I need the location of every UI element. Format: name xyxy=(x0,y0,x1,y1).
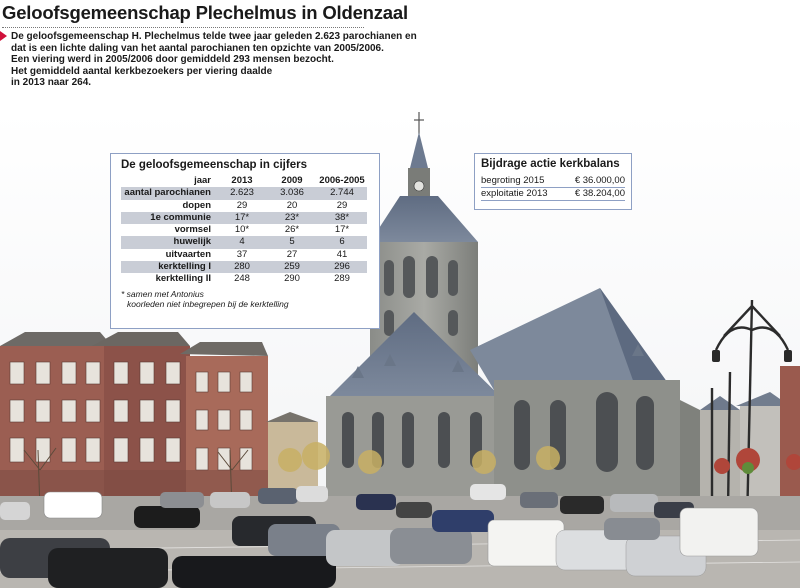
kerkbalans-value: € 38.204,00 xyxy=(574,188,625,199)
figures-box xyxy=(110,153,380,329)
cell: 290 xyxy=(284,273,300,285)
cell: 29 xyxy=(336,199,348,211)
cell: 20 xyxy=(286,199,298,211)
intro-text xyxy=(11,31,417,89)
cell: 10* xyxy=(234,224,250,236)
cell: 2.623 xyxy=(217,187,267,199)
column-header: jaar xyxy=(194,175,211,186)
intro-line: dat is een lichte daling van het aantal parochianen ten opzichte van 2005/2006. xyxy=(11,42,384,54)
row-label: huwelijk xyxy=(121,236,217,248)
cell: 3.036 xyxy=(267,187,317,199)
figures-title: De geloofsgemeenschap in cijfers xyxy=(121,159,307,171)
column-header: 2009 xyxy=(281,175,303,186)
table-row xyxy=(121,212,367,224)
table-row xyxy=(121,249,367,261)
row-label: vormsel xyxy=(174,224,211,236)
headline: Geloofsgemeenschap Plechelmus in Oldenzaal xyxy=(2,2,364,28)
row-label: kerktelling II xyxy=(155,273,211,285)
intro-line: Een viering werd in 2005/2006 door gemiddeld 293 mensen bezocht. xyxy=(11,54,334,66)
cell: 248 xyxy=(234,273,250,285)
cell: 6 xyxy=(317,236,367,248)
cell: 259 xyxy=(267,261,317,273)
arrow-bullet-icon xyxy=(0,31,7,41)
intro-line: De geloofsgemeenschap H. Plechelmus telde twee jaar geleden 2.623 parochianen en xyxy=(11,31,417,42)
row-label: aantal parochianen xyxy=(121,187,217,199)
cell: 17* xyxy=(334,224,350,236)
cell: 280 xyxy=(217,261,267,273)
table-row xyxy=(121,236,367,248)
cell: 2.744 xyxy=(317,187,367,199)
kerkbalans-row xyxy=(481,188,625,201)
row-label: 1e communie xyxy=(121,212,217,224)
kerkbalans-label: begroting 2015 xyxy=(481,175,545,186)
cell: 38* xyxy=(317,212,367,224)
cell: 26* xyxy=(284,224,300,236)
cell: 23* xyxy=(267,212,317,224)
table-row xyxy=(121,273,367,285)
footnote-line: * samen met Antonius xyxy=(121,288,204,299)
cell: 29 xyxy=(236,199,248,211)
kerkbalans-value: € 36.000,00 xyxy=(574,175,625,186)
table-header-row xyxy=(121,175,367,187)
table-row xyxy=(121,261,367,273)
column-header: 2006-2005 xyxy=(319,175,365,186)
kerkbalans-title: Bijdrage actie kerkbalans xyxy=(481,158,620,170)
table-row xyxy=(121,224,367,236)
intro-line: Het gemiddeld aantal kerkbezoekers per viering daalde xyxy=(11,65,273,77)
figures-table xyxy=(121,175,367,286)
kerkbalans-box xyxy=(474,153,632,210)
cell: 289 xyxy=(334,273,350,285)
row-label: kerktelling I xyxy=(121,261,217,273)
cell: 27 xyxy=(286,248,298,260)
row-label: dopen xyxy=(182,199,211,211)
table-footnote xyxy=(121,289,371,309)
intro-line: in 2013 naar 264. xyxy=(11,77,92,89)
cell: 5 xyxy=(267,236,317,248)
footnote-line: koorleden niet inbegrepen bij de kerktelling xyxy=(127,298,289,309)
row-label: uitvaarten xyxy=(165,248,211,260)
cell: 296 xyxy=(317,261,367,273)
cell: 17* xyxy=(217,212,267,224)
table-row xyxy=(121,200,367,212)
table-row xyxy=(121,187,367,199)
cell: 41 xyxy=(336,248,348,260)
kerkbalans-row xyxy=(481,175,625,188)
column-header: 2013 xyxy=(231,175,253,186)
cell: 37 xyxy=(236,248,248,260)
kerkbalans-label: exploitatie 2013 xyxy=(481,188,548,199)
cell: 4 xyxy=(217,236,267,248)
